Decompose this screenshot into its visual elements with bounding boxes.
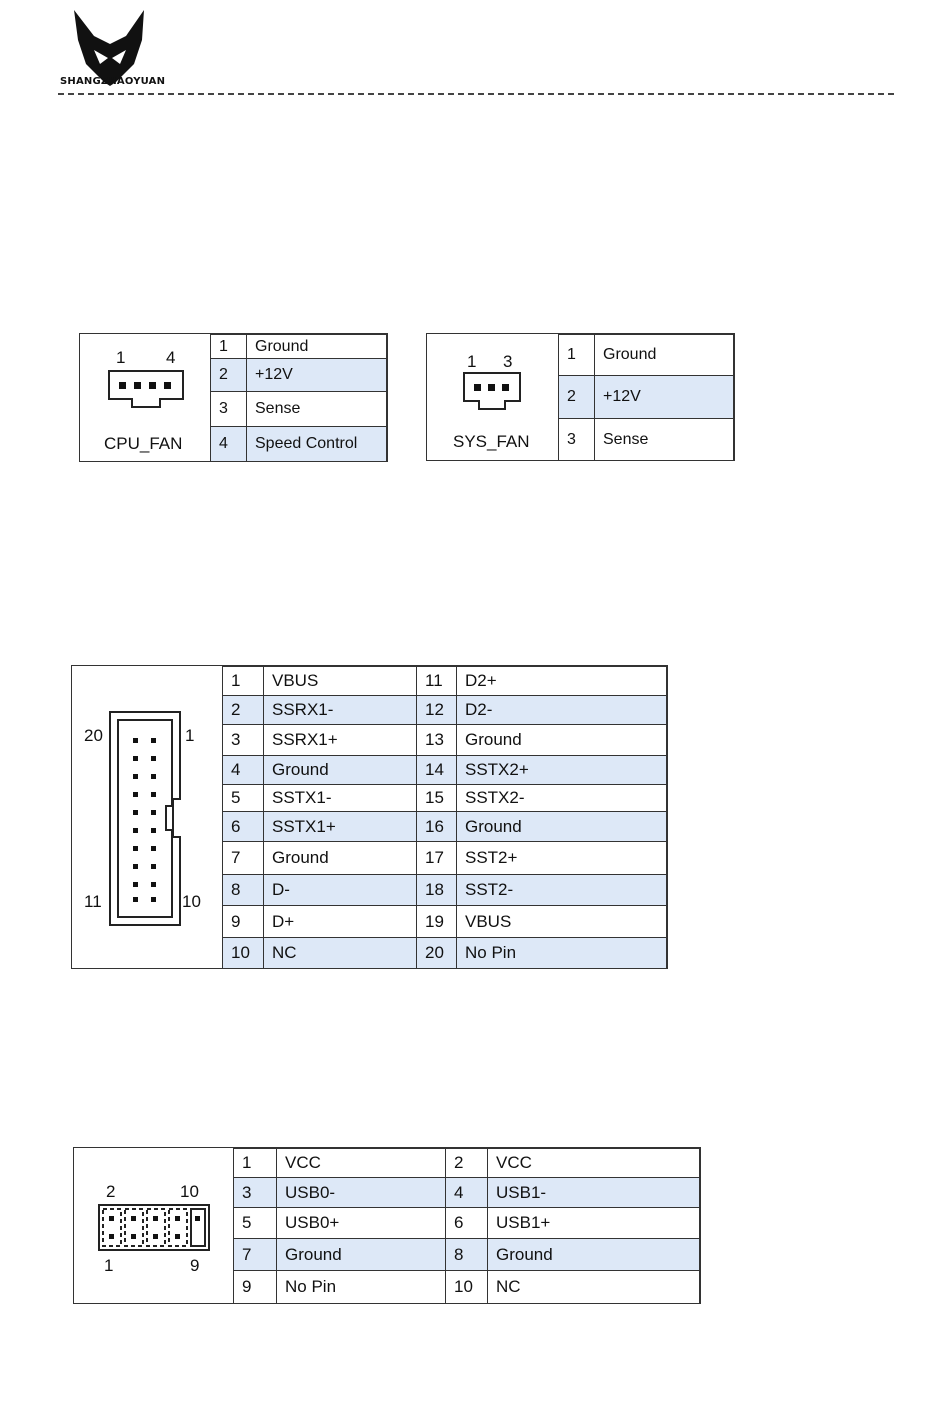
table-row bbox=[223, 875, 667, 906]
table-row bbox=[211, 427, 387, 462]
pin-number: 5 bbox=[223, 785, 264, 812]
usb2-header-diagram bbox=[74, 1148, 234, 1303]
table-row bbox=[223, 696, 667, 725]
pin-signal: Ground bbox=[247, 335, 387, 359]
pin-number: 4 bbox=[211, 427, 247, 462]
pin-signal: SSTX2- bbox=[457, 785, 667, 812]
usb2-pin-table bbox=[233, 1148, 700, 1304]
pin-number: 6 bbox=[223, 812, 264, 842]
pin-signal: NC bbox=[264, 938, 417, 969]
pin-number: 2 bbox=[446, 1149, 488, 1178]
pin-signal: USB0+ bbox=[277, 1208, 446, 1239]
pin-signal: VBUS bbox=[264, 667, 417, 696]
sys-fan-diagram bbox=[427, 334, 559, 460]
table-row bbox=[211, 335, 387, 359]
pin-number: 3 bbox=[559, 419, 595, 461]
table-row bbox=[559, 376, 734, 419]
cpu-fan-box bbox=[79, 333, 388, 462]
cpu-fan-pin-label-left: 1 bbox=[116, 348, 126, 367]
pin-signal: Ground bbox=[488, 1239, 700, 1271]
pin-number: 1 bbox=[559, 335, 595, 376]
sys-fan-label: SYS_FAN bbox=[453, 432, 530, 451]
pin-signal: SSTX1+ bbox=[264, 812, 417, 842]
pin-signal: VCC bbox=[277, 1149, 446, 1178]
pin-signal: +12V bbox=[595, 376, 734, 419]
pin-signal: No Pin bbox=[277, 1271, 446, 1304]
pin-signal: Ground bbox=[457, 812, 667, 842]
sys-fan-pin-label-right: 3 bbox=[503, 352, 513, 371]
pin-signal: VBUS bbox=[457, 906, 667, 938]
pin-number: 3 bbox=[211, 392, 247, 427]
pin-signal: SSRX1+ bbox=[264, 725, 417, 756]
pin-signal: VCC bbox=[488, 1149, 700, 1178]
usb3-label-bottom-right: 10 bbox=[182, 892, 201, 911]
pin-number: 12 bbox=[417, 696, 457, 725]
usb3-connector-icon bbox=[109, 711, 183, 927]
table-row bbox=[559, 335, 734, 376]
pin-number: 8 bbox=[446, 1239, 488, 1271]
pin-number: 8 bbox=[223, 875, 264, 906]
cpu-fan-diagram bbox=[80, 334, 211, 461]
pin-number: 10 bbox=[223, 938, 264, 969]
pin-number: 11 bbox=[417, 667, 457, 696]
usb3-label-top-left: 20 bbox=[84, 726, 103, 745]
pin-signal: SSRX1- bbox=[264, 696, 417, 725]
usb3-pin-table bbox=[222, 666, 667, 969]
pin-number: 17 bbox=[417, 842, 457, 875]
pin-number: 7 bbox=[234, 1239, 277, 1271]
table-row bbox=[223, 756, 667, 785]
table-row bbox=[223, 725, 667, 756]
pin-number: 1 bbox=[211, 335, 247, 359]
table-row bbox=[234, 1208, 700, 1239]
usb3-label-bottom-left: 11 bbox=[84, 892, 102, 911]
pin-number: 9 bbox=[223, 906, 264, 938]
pin-number: 2 bbox=[211, 359, 247, 392]
usb3-header-box bbox=[71, 665, 668, 969]
pin-number: 13 bbox=[417, 725, 457, 756]
pin-number: 19 bbox=[417, 906, 457, 938]
pin-signal: USB0- bbox=[277, 1178, 446, 1208]
pin-number: 4 bbox=[446, 1178, 488, 1208]
pin-number: 5 bbox=[234, 1208, 277, 1239]
usb2-header-box bbox=[73, 1147, 701, 1304]
cpu-fan-pin-label-right: 4 bbox=[166, 348, 176, 367]
pin-signal: Speed Control bbox=[247, 427, 387, 462]
pin-signal: SSTX2+ bbox=[457, 756, 667, 785]
table-row bbox=[223, 785, 667, 812]
cpu-fan-label: CPU_FAN bbox=[104, 434, 183, 453]
pin-signal: D+ bbox=[264, 906, 417, 938]
pin-signal: Sense bbox=[595, 419, 734, 461]
pin-number: 2 bbox=[559, 376, 595, 419]
table-row bbox=[234, 1149, 700, 1178]
table-row bbox=[234, 1178, 700, 1208]
pin-signal: No Pin bbox=[457, 938, 667, 969]
header-divider bbox=[58, 93, 894, 95]
pin-number: 2 bbox=[223, 696, 264, 725]
pin-signal: D2+ bbox=[457, 667, 667, 696]
pin-signal: SST2+ bbox=[457, 842, 667, 875]
pin-number: 20 bbox=[417, 938, 457, 969]
pin-signal: D- bbox=[264, 875, 417, 906]
pin-number: 14 bbox=[417, 756, 457, 785]
pin-signal: +12V bbox=[247, 359, 387, 392]
pin-signal: Ground bbox=[595, 335, 734, 376]
table-row bbox=[234, 1239, 700, 1271]
table-row bbox=[223, 842, 667, 875]
pin-number: 18 bbox=[417, 875, 457, 906]
usb2-connector-icon bbox=[98, 1204, 210, 1252]
pin-signal: Ground bbox=[264, 842, 417, 875]
table-row bbox=[223, 906, 667, 938]
usb3-header-diagram bbox=[72, 666, 223, 968]
pin-signal: Sense bbox=[247, 392, 387, 427]
table-row bbox=[211, 392, 387, 427]
table-row bbox=[211, 359, 387, 392]
sys-fan-pin-table bbox=[558, 334, 734, 461]
pin-signal: USB1- bbox=[488, 1178, 700, 1208]
pin-number: 9 bbox=[234, 1271, 277, 1304]
table-row bbox=[223, 812, 667, 842]
sys-fan-connector-icon bbox=[463, 372, 521, 412]
pin-number: 6 bbox=[446, 1208, 488, 1239]
pin-signal: Ground bbox=[264, 756, 417, 785]
pin-signal: SST2- bbox=[457, 875, 667, 906]
pin-signal: Ground bbox=[277, 1239, 446, 1271]
usb2-label-top-right: 10 bbox=[180, 1182, 199, 1201]
sys-fan-box bbox=[426, 333, 735, 461]
usb2-label-bottom-left: 1 bbox=[104, 1256, 114, 1275]
table-row bbox=[559, 419, 734, 461]
table-row bbox=[223, 938, 667, 969]
pin-number: 3 bbox=[223, 725, 264, 756]
pin-number: 7 bbox=[223, 842, 264, 875]
usb2-label-bottom-right: 9 bbox=[190, 1256, 200, 1275]
pin-signal: USB1+ bbox=[488, 1208, 700, 1239]
brand-name: SHANGZHAOYUAN bbox=[60, 76, 166, 87]
cpu-fan-pin-table bbox=[210, 334, 387, 462]
pin-number: 3 bbox=[234, 1178, 277, 1208]
cpu-fan-connector-icon bbox=[108, 370, 184, 410]
pin-number: 15 bbox=[417, 785, 457, 812]
table-row bbox=[223, 667, 667, 696]
pin-signal: Ground bbox=[457, 725, 667, 756]
pin-number: 4 bbox=[223, 756, 264, 785]
pin-number: 16 bbox=[417, 812, 457, 842]
pin-number: 1 bbox=[234, 1149, 277, 1178]
usb3-label-top-right: 1 bbox=[185, 726, 195, 745]
pin-signal: SSTX1- bbox=[264, 785, 417, 812]
pin-number: 10 bbox=[446, 1271, 488, 1304]
table-row bbox=[234, 1271, 700, 1304]
sys-fan-pin-label-left: 1 bbox=[467, 352, 477, 371]
usb2-label-top-left: 2 bbox=[106, 1182, 116, 1201]
pin-number: 1 bbox=[223, 667, 264, 696]
pin-signal: D2- bbox=[457, 696, 667, 725]
pin-signal: NC bbox=[488, 1271, 700, 1304]
